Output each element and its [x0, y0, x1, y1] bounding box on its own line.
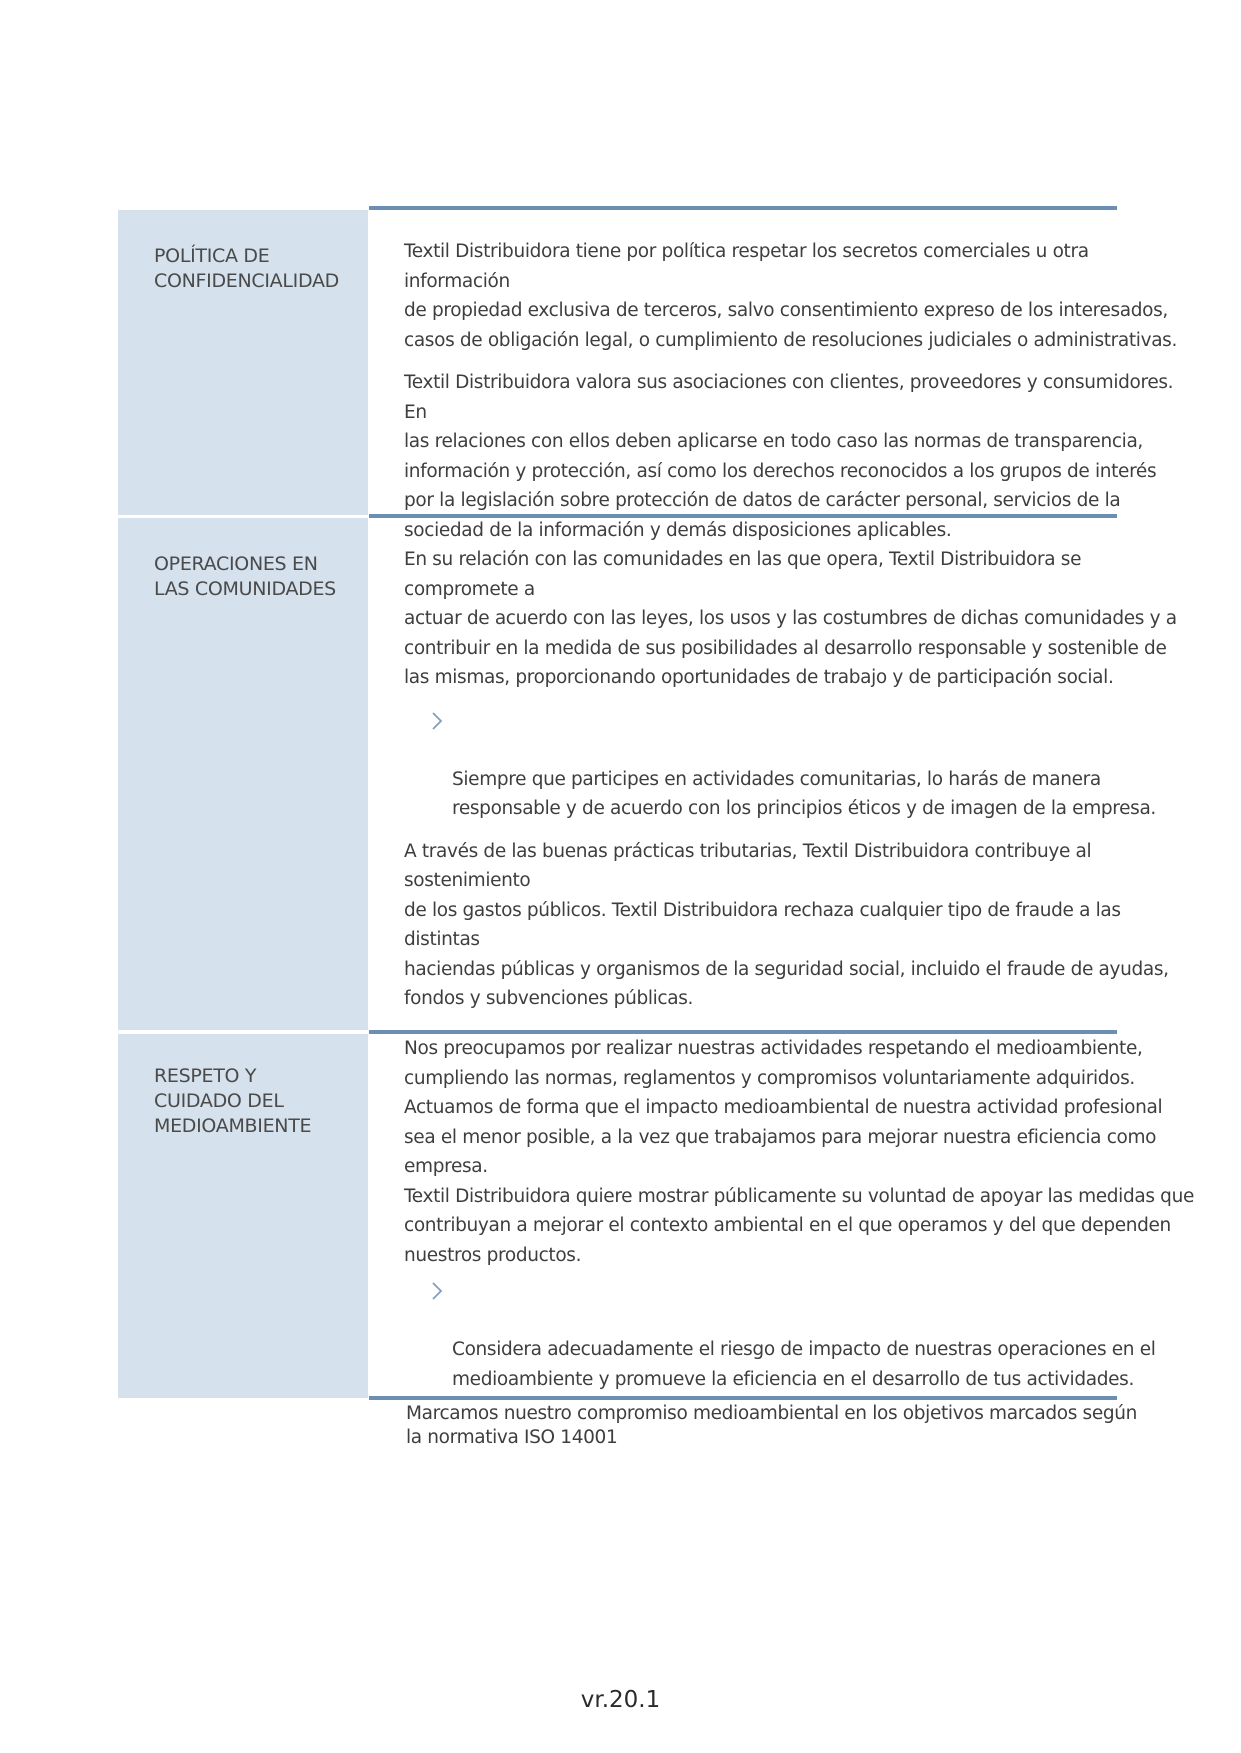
section-title: OPERACIONES EN LAS COMUNIDADES — [154, 553, 336, 600]
bullet-text: Siempre que participes en actividades comunitarias, lo harás de manera responsable y de acuerdo con los principios éticos y de imagen de la empresa. — [452, 768, 1156, 819]
bullet-item — [404, 706, 1194, 824]
paragraph: Textil Distribuidora tiene por política respetar los secretos comerciales u otra información de propiedad exclusiva de terceros, salvo consentimiento expreso de los interesados, casos de obligación legal, o cumplimiento de resoluciones judiciales o administrativas. — [404, 241, 1177, 351]
section-top-rule — [369, 206, 1117, 210]
bullet-item — [404, 1276, 1194, 1394]
section-bottom-rule — [369, 1396, 1117, 1400]
section-sidebar-confidencialidad — [118, 210, 368, 515]
section-top-rule — [369, 514, 1117, 518]
chevron-right-icon — [430, 1281, 444, 1301]
section-body-comunidades — [404, 545, 1194, 1014]
paragraph: Textil Distribuidora valora sus asociaciones con clientes, proveedores y consumidores. En las relaciones con ellos deben aplicarse en todo caso las normas de transparencia, información y protección, así como los derechos reconocidos a los grupos de interés por la legislación sobre protección de datos de carácter personal, servicios de la sociedad de la información y demás disposiciones aplicables. — [404, 372, 1174, 541]
bullet-text: Considera adecuadamente el riesgo de impacto de nuestras operaciones en el medioambiente y promueve la eficiencia en el desarrollo de tus actividades. — [452, 1339, 1156, 1390]
section-title: RESPETO Y CUIDADO DEL MEDIOAMBIENTE — [154, 1065, 312, 1137]
closing-paragraph: Marcamos nuestro compromiso medioambiental en los objetivos marcados según la normativa ISO 14001 — [406, 1403, 1138, 1448]
paragraph: Textil Distribuidora quiere mostrar públicamente su voluntad de apoyar las medidas que contribuyan a mejorar el contexto ambiental en el que operamos y del que dependen nuestros productos. — [404, 1185, 1194, 1266]
paragraph: A través de las buenas prácticas tributarias, Textil Distribuidora contribuye al sostenimiento de los gastos públicos. Textil Distribuidora rechaza cualquier tipo de fraude a las distintas haciendas públicas y organismos de la seguridad social, incluido el fraude de ayudas, fondos y subvenciones públicas. — [404, 840, 1169, 1009]
section-sidebar-comunidades — [118, 518, 368, 1030]
paragraph: En su relación con las comunidades en las que opera, Textil Distribuidora se compromete a actuar de acuerdo con las leyes, los usos y las costumbres de dichas comunidades y a contribuir en la medida de sus posibilidades al desarrollo responsable y sostenible de las mismas, proporcionando oportunidades de trabajo y de participación social. — [404, 549, 1177, 688]
version-label: vr.20.1 — [580, 1687, 661, 1713]
section-sidebar-medioambiente — [118, 1034, 368, 1398]
paragraph: Nos preocupamos por realizar nuestras actividades respetando el medioambiente, cumpliendo las normas, reglamentos y compromisos voluntariamente adquiridos. Actuamos de forma que el impacto medioambiental de nuestra actividad profesional sea el menor posible, a la vez que trabajamos para mejorar nuestra eficiencia como empresa. — [404, 1038, 1163, 1177]
section-body-medioambiente — [404, 1034, 1194, 1450]
section-title: POLÍTICA DE CONFIDENCIALIDAD — [154, 245, 339, 292]
chevron-right-icon — [430, 711, 444, 731]
section-body-confidencialidad — [404, 237, 1194, 545]
